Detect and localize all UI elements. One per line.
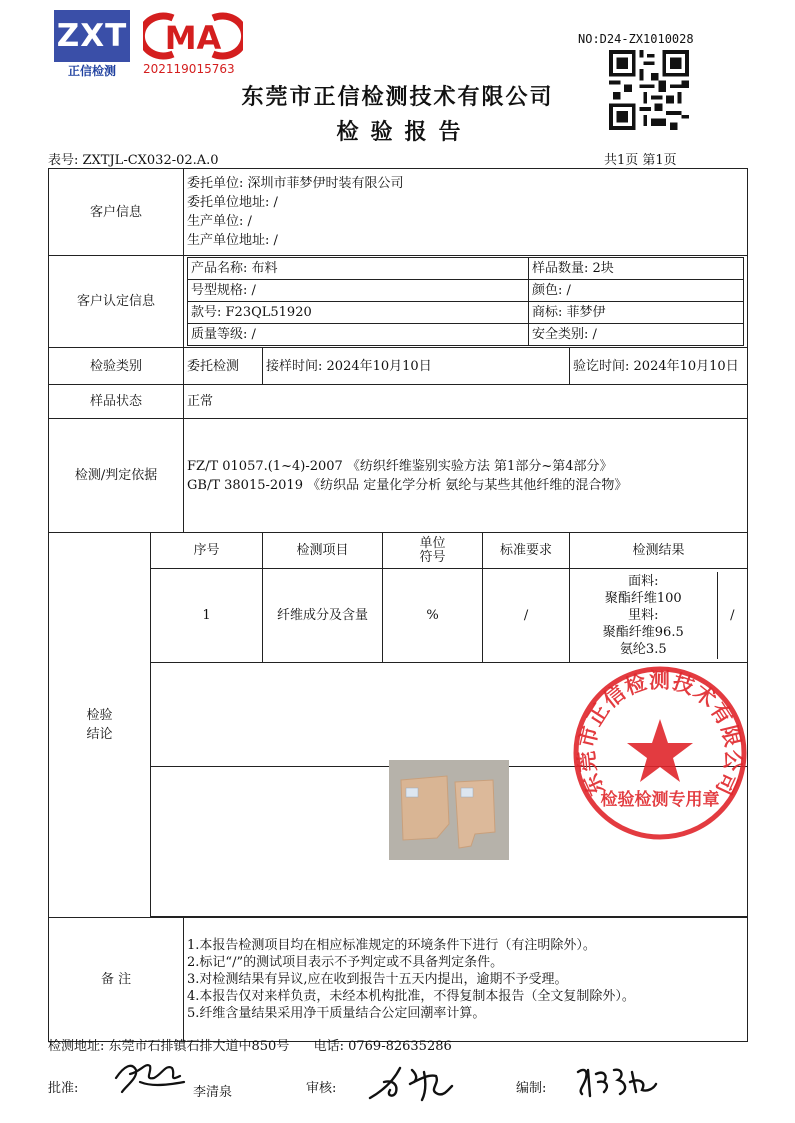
sample-info-brand: 商标: 菲梦伊: [529, 302, 744, 324]
footer-address-line: [48, 1035, 452, 1054]
stamp-center-text: 检验检测专用章: [600, 790, 720, 810]
result-value: [570, 572, 717, 659]
official-seal-stamp: [572, 665, 748, 841]
fabric-samples-image: [389, 760, 509, 860]
test-address: 检测地址: 东莞市石排镇石排大道中850号: [48, 1039, 290, 1054]
cma-number: 202119015763: [143, 62, 235, 76]
basis-row: [49, 419, 748, 533]
note-line: 4.本报告仅对来样负责，未经本机构批准，不得复制本报告（全文复制除外）。: [187, 989, 635, 1004]
compile-label: 编制:: [516, 1081, 547, 1096]
client-line: 委托单位: 深圳市菲梦伊时装有限公司: [187, 176, 404, 191]
sample-info-color: 颜色: /: [529, 280, 744, 302]
result-value-cell: [570, 569, 748, 663]
result-requirement: /: [483, 569, 570, 663]
note-line: 2.标记“/”的测试项目表示不予判定或不具备判定条件。: [187, 955, 504, 970]
zxt-logo: ZXT: [54, 10, 130, 62]
received-date: 接样时间: 2024年10月10日: [263, 348, 570, 385]
basis-line: GB/T 38015-2019 《纺织品 定量化学分析 氨纶与某些其他纤维的混合物》: [187, 477, 628, 493]
sample-info-cell: [184, 256, 748, 348]
company-name: 东莞市正信检测技术有限公司: [241, 84, 554, 110]
sample-info-quantity: 样品数量: 2块: [529, 258, 744, 280]
report-table: [48, 168, 748, 1042]
report-number: NO:D24-ZX1010028: [578, 32, 694, 46]
review-label: 审核:: [306, 1081, 337, 1096]
note-line: 3.对检测结果有异议,应在收到报告十五天内提出，逾期不予受理。: [187, 972, 568, 987]
conclusion-label: [49, 533, 151, 918]
phone-number: 电话: 0769-82635286: [313, 1039, 452, 1054]
notes-row: [49, 918, 748, 1042]
sample-info-product: 产品名称: 布料: [188, 258, 529, 280]
result-unit: %: [383, 569, 483, 663]
result-line: 氨纶3.5: [619, 642, 667, 657]
notes-label: [49, 918, 184, 1042]
client-info-cell: [184, 169, 748, 256]
basis-label: 检测/判定依据: [49, 419, 184, 533]
inspection-type-label: 检验类别: [49, 348, 184, 385]
completed-date: 验讫时间: 2024年10月10日: [570, 348, 748, 385]
zxt-logo-subtitle: 正信检测: [67, 64, 116, 78]
results-header-row: [49, 533, 748, 569]
approver-name: 李清泉: [193, 1085, 233, 1100]
stamp-ring-text: 东莞市正信检测技术有限公司: [573, 667, 747, 800]
result-judgement: /: [730, 608, 735, 623]
reviewer-signature: [366, 1060, 456, 1104]
form-number: 表号: ZXTJL-CX032-02.A.0: [48, 153, 219, 168]
result-line: 里料:: [628, 608, 659, 623]
col-header-item: 检测项目: [263, 533, 383, 569]
client-line: 生产单位: /: [187, 214, 252, 229]
sample-info-row: [49, 256, 748, 348]
result-item: 纤维成分及含量: [263, 569, 383, 663]
inspection-type-value: 委托检测: [184, 348, 263, 385]
sample-photo: [389, 760, 509, 860]
basis-cell: [184, 419, 748, 533]
compiler-signature: [574, 1062, 658, 1102]
col-header-requirement: 标准要求: [483, 533, 570, 569]
sample-status-label: 样品状态: [49, 385, 184, 419]
basis-line: FZ/T 01057.(1~4)-2007 《纺织纤维鉴别实验方法 第1部分~第4部分》: [187, 458, 613, 474]
result-line: 聚酯纤维96.5: [602, 625, 684, 640]
inspection-type-row: [49, 348, 748, 385]
col-header-unit: [383, 533, 483, 569]
client-line: 生产单位地址: /: [187, 233, 278, 248]
notes-cell: [184, 918, 748, 1042]
result-no: 1: [151, 569, 263, 663]
approve-label: 批准:: [48, 1081, 79, 1096]
sample-info-style-no: 款号: F23QL51920: [188, 302, 529, 324]
sample-info-safety: 安全类别: /: [529, 324, 744, 346]
sample-info-label: 客户认定信息: [49, 256, 184, 348]
cma-logo-text: MA: [164, 19, 222, 57]
approver-signature: [110, 1052, 190, 1098]
note-line: 5.纤维含量结果采用净干质量结合公定回潮率计算。: [187, 1006, 486, 1021]
col-header-unit-text: 单位符号: [419, 535, 446, 565]
client-line: 委托单位地址: /: [187, 195, 278, 210]
result-line: 聚酯纤维100: [604, 591, 682, 606]
note-line: 1.本报告检测项目均在相应标准规定的环境条件下进行（有注明除外）。: [187, 938, 596, 953]
notes-label-text: 备 注: [100, 972, 132, 987]
client-info-row: [49, 169, 748, 256]
sample-status-row: [49, 385, 748, 419]
report-title: 检验报告: [336, 119, 473, 145]
cma-logo: [143, 12, 243, 60]
col-header-result: 检测结果: [570, 533, 748, 569]
col-header-no: 序号: [151, 533, 263, 569]
result-row: [49, 569, 748, 663]
conclusion-label-line: 结论: [86, 727, 113, 742]
result-line: 面料:: [628, 574, 659, 589]
page-info: 共1页 第1页: [604, 153, 677, 168]
conclusion-label-line: 检验: [86, 708, 113, 723]
sample-status-value: 正常: [184, 385, 748, 419]
sample-info-size: 号型规格: /: [188, 280, 529, 302]
client-info-label: 客户信息: [49, 169, 184, 256]
sample-info-grade: 质量等级: /: [188, 324, 529, 346]
